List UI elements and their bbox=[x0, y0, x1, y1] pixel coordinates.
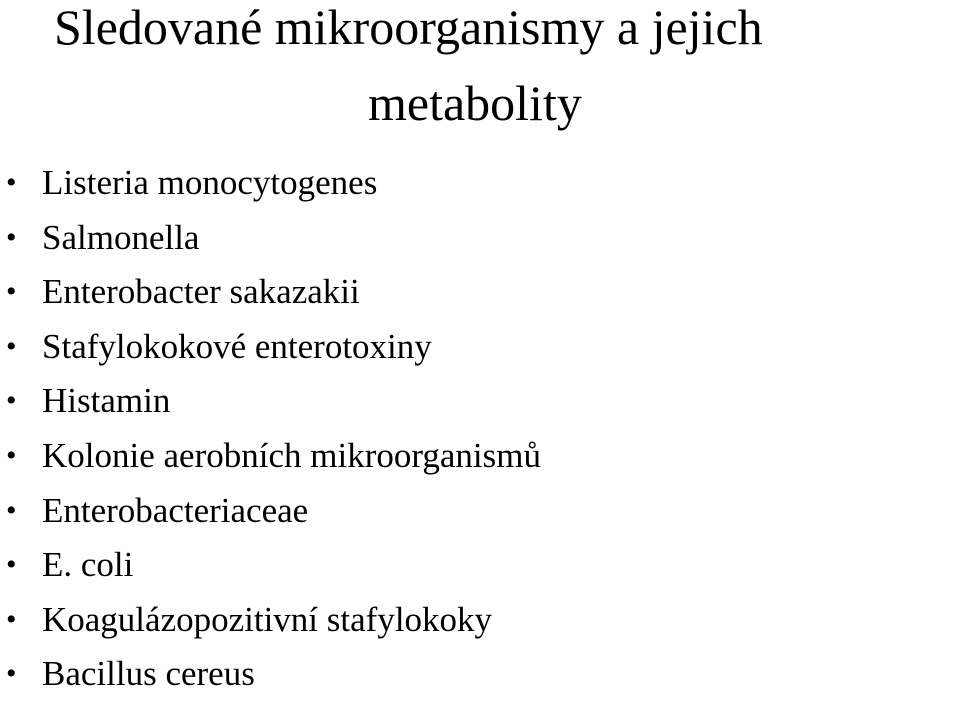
slide-title-line-2: metabolity bbox=[368, 75, 582, 131]
list-item-text: E. coli bbox=[42, 545, 134, 585]
bullet-icon: • bbox=[6, 493, 17, 527]
bullet-icon: • bbox=[6, 602, 17, 636]
bullet-icon: • bbox=[6, 166, 17, 199]
bullet-icon: • bbox=[6, 329, 17, 363]
list-item-text: Listeria monocytogenes bbox=[42, 163, 378, 202]
list-item-text: Stafylokokové enterotoxiny bbox=[42, 326, 432, 366]
list-item-text: Salmonella bbox=[42, 217, 200, 257]
list-item-text: Koagulázopozitivní stafylokoky bbox=[42, 599, 493, 639]
list-item-text: Kolonie aerobních mikroorganismů bbox=[42, 435, 541, 475]
list-item-text: Histamin bbox=[42, 381, 171, 421]
bullet-icon: • bbox=[6, 384, 17, 418]
bullet-icon: • bbox=[6, 275, 17, 309]
bullet-icon: • bbox=[6, 657, 17, 691]
list-item-text: Enterobacter sakazakii bbox=[42, 272, 360, 312]
slide-title-line-1: Sledované mikroorganismy a jejich bbox=[54, 0, 763, 55]
list-item-text: Enterobacteriaceae bbox=[42, 490, 309, 530]
bullet-icon: • bbox=[6, 548, 17, 582]
list-item-text: Bacillus cereus bbox=[42, 654, 255, 694]
bullet-icon: • bbox=[6, 438, 17, 472]
bullet-icon: • bbox=[6, 220, 17, 254]
